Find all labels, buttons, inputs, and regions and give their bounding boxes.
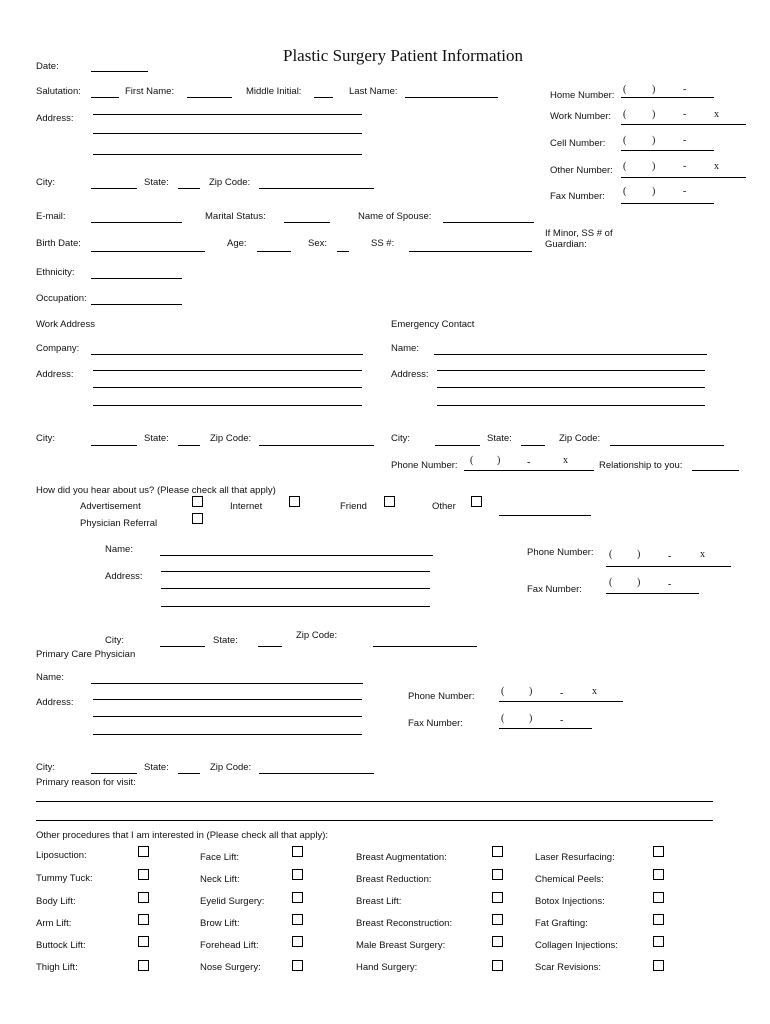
referral-phone-label: Phone Number: — [527, 547, 594, 558]
breast-lift-checkbox[interactable] — [492, 892, 503, 903]
pcp-heading: Primary Care Physician — [36, 649, 136, 660]
referral-address-line-2[interactable] — [161, 588, 430, 589]
pcp-state-field[interactable] — [178, 773, 200, 774]
cell-number-field[interactable] — [621, 150, 714, 151]
referral-fax-label: Fax Number: — [527, 584, 582, 595]
pcp-address-line-2[interactable] — [93, 716, 362, 717]
procedures-heading: Other procedures that I am interested in (Please check all that apply): — [36, 830, 329, 841]
procedure-label: Fat Grafting: — [535, 918, 588, 929]
ethnicity-label: Ethnicity: — [36, 267, 75, 278]
procedure-label: Eyelid Surgery: — [200, 896, 265, 907]
work-open-paren: ( — [623, 109, 627, 120]
fat-grafting-checkbox[interactable] — [653, 914, 664, 925]
procedure-label: Breast Lift: — [356, 896, 402, 907]
procedure-label: Collagen Injections: — [535, 940, 618, 951]
pcp-phone-label: Phone Number: — [408, 691, 475, 702]
botox-injections-checkbox[interactable] — [653, 892, 664, 903]
friend-label: Friend — [340, 501, 367, 512]
body-lift-checkbox[interactable] — [138, 892, 149, 903]
marital-status-label: Marital Status: — [205, 211, 266, 222]
page-title: Plastic Surgery Patient Information — [283, 46, 524, 65]
emergency-zip-label: Zip Code: — [559, 433, 601, 444]
collagen-injections-checkbox[interactable] — [653, 936, 664, 947]
middle-initial-field[interactable] — [314, 97, 333, 98]
spouse-field[interactable] — [443, 222, 534, 223]
referral-phone-dash: - — [668, 551, 672, 562]
other-field[interactable] — [499, 515, 591, 516]
referral-state-label: State: — [213, 635, 238, 646]
address-label: Address: — [36, 113, 74, 124]
pcp-fax-dash: - — [560, 715, 564, 726]
thigh-lift-checkbox[interactable] — [138, 960, 149, 971]
reason-line-2[interactable] — [36, 820, 713, 821]
other-ext: x — [714, 161, 719, 172]
pcp-name-field[interactable] — [91, 683, 363, 684]
other-number-field[interactable] — [621, 177, 746, 178]
referral-address-label: Address: — [105, 571, 143, 582]
pcp-phone-dash: - — [560, 688, 564, 699]
birth-date-field[interactable] — [91, 251, 205, 252]
work-city-label: City: — [36, 433, 55, 444]
eyelid-surgery-checkbox[interactable] — [292, 892, 303, 903]
referral-fax-dash: - — [668, 579, 672, 590]
procedure-label: Thigh Lift: — [36, 962, 78, 973]
work-zip-field[interactable] — [259, 445, 374, 446]
sex-label: Sex: — [308, 238, 328, 249]
other-label: Other — [432, 501, 456, 512]
emergency-open-paren: ( — [470, 455, 474, 466]
pcp-phone-close-paren: ) — [529, 686, 533, 697]
work-state-label: State: — [144, 433, 169, 444]
age-field[interactable] — [257, 251, 291, 252]
cell-close-paren: ) — [652, 135, 656, 146]
pcp-phone-open-paren: ( — [501, 686, 505, 697]
breast-reduction-checkbox[interactable] — [492, 869, 503, 880]
procedure-label: Face Lift: — [200, 852, 240, 863]
emergency-dash: - — [527, 457, 531, 468]
email-field[interactable] — [91, 222, 182, 223]
work-zip-label: Zip Code: — [210, 433, 252, 444]
referral-city-label: City: — [105, 635, 124, 646]
referral-question: How did you hear about us? (Please check all that apply) — [36, 485, 276, 496]
referral-fax-open-paren: ( — [609, 577, 613, 588]
salutation-field[interactable] — [91, 97, 119, 98]
other-checkbox[interactable] — [471, 496, 482, 507]
minor-ss-label-line2: Guardian: — [545, 239, 587, 250]
other-close-paren: ) — [652, 161, 656, 172]
pcp-fax-close-paren: ) — [529, 713, 533, 724]
fax-number-field[interactable] — [621, 203, 714, 204]
referral-zip-field[interactable] — [373, 646, 477, 647]
work-address-line-2[interactable] — [93, 387, 362, 388]
occupation-label: Occupation: — [36, 293, 87, 304]
emergency-phone-label: Phone Number: — [391, 460, 458, 471]
minor-ss-label-line1: If Minor, SS # of — [545, 228, 613, 239]
city-field[interactable] — [91, 188, 137, 189]
home-number-label: Home Number: — [550, 90, 615, 101]
address-line-3[interactable] — [93, 154, 362, 155]
spouse-label: Name of Spouse: — [358, 211, 432, 222]
first-name-field[interactable] — [187, 97, 232, 98]
first-name-label: First Name: — [125, 86, 175, 97]
last-name-label: Last Name: — [349, 86, 398, 97]
birth-date-label: Birth Date: — [36, 238, 81, 249]
emergency-state-label: State: — [487, 433, 512, 444]
cell-dash: - — [683, 135, 687, 146]
home-open-paren: ( — [623, 84, 627, 95]
internet-label: Internet — [230, 501, 263, 512]
relationship-label: Relationship to you: — [599, 460, 683, 471]
pcp-address-line-1[interactable] — [93, 699, 362, 700]
emergency-close-paren: ) — [497, 455, 501, 466]
friend-checkbox[interactable] — [384, 496, 395, 507]
forehead-lift-checkbox[interactable] — [292, 936, 303, 947]
pcp-phone-field[interactable] — [499, 701, 623, 702]
emergency-name-field[interactable] — [434, 354, 707, 355]
other-number-label: Other Number: — [550, 165, 613, 176]
ethnicity-field[interactable] — [91, 278, 182, 279]
home-number-field[interactable] — [621, 97, 714, 98]
procedure-label: Male Breast Surgery: — [356, 940, 446, 951]
physician-referral-checkbox[interactable] — [192, 513, 203, 524]
referral-phone-field[interactable] — [606, 566, 731, 567]
procedure-label: Botox Injections: — [535, 896, 605, 907]
zip-label: Zip Code: — [209, 177, 251, 188]
referral-fax-field[interactable] — [606, 593, 699, 594]
city-label: City: — [36, 177, 55, 188]
physician-referral-label: Physician Referral — [80, 518, 158, 529]
male-breast-surgery-checkbox[interactable] — [492, 936, 503, 947]
state-field[interactable] — [178, 188, 200, 189]
procedure-label: Breast Reduction: — [356, 874, 432, 885]
pcp-fax-field[interactable] — [499, 728, 592, 729]
pcp-city-label: City: — [36, 762, 55, 773]
work-address-line-1[interactable] — [93, 370, 362, 371]
other-open-paren: ( — [623, 161, 627, 172]
age-label: Age: — [227, 238, 247, 249]
home-dash: - — [683, 84, 687, 95]
middle-initial-label: Middle Initial: — [246, 86, 302, 97]
procedure-label: Tummy Tuck: — [36, 873, 93, 884]
neck-lift-checkbox[interactable] — [292, 869, 303, 880]
referral-phone-open-paren: ( — [609, 549, 613, 560]
procedure-label: Laser Resurfacing: — [535, 852, 615, 863]
company-label: Company: — [36, 343, 80, 354]
work-number-label: Work Number: — [550, 111, 612, 122]
emergency-address-line-1[interactable] — [437, 370, 705, 371]
referral-address-line-3[interactable] — [161, 606, 430, 607]
advertisement-label: Advertisement — [80, 501, 141, 512]
work-city-field[interactable] — [91, 445, 137, 446]
referral-zip-label: Zip Code: — [296, 630, 338, 641]
referral-city-field[interactable] — [160, 646, 205, 647]
pcp-city-field[interactable] — [91, 773, 137, 774]
internet-checkbox[interactable] — [289, 496, 300, 507]
procedure-label: Forehead Lift: — [200, 940, 259, 951]
address-line-2[interactable] — [93, 133, 362, 134]
date-label: Date: — [36, 61, 59, 72]
referral-state-field[interactable] — [258, 646, 282, 647]
emergency-name-label: Name: — [391, 343, 419, 354]
scar-revisions-checkbox[interactable] — [653, 960, 664, 971]
procedure-label: Body Lift: — [36, 896, 76, 907]
procedure-label: Breast Reconstruction: — [356, 918, 453, 929]
emergency-address-label: Address: — [391, 369, 429, 380]
liposuction-checkbox[interactable] — [138, 846, 149, 857]
work-state-field[interactable] — [178, 445, 200, 446]
last-name-field[interactable] — [405, 97, 498, 98]
marital-status-field[interactable] — [284, 222, 330, 223]
breast-reconstruction-checkbox[interactable] — [492, 914, 503, 925]
procedure-label: Chemical Peels: — [535, 874, 604, 885]
emergency-state-field[interactable] — [521, 445, 545, 446]
pcp-phone-ext: x — [592, 686, 597, 697]
address-line-1[interactable] — [93, 114, 362, 115]
procedure-label: Liposuction: — [36, 850, 87, 861]
emergency-contact-heading: Emergency Contact — [391, 319, 475, 330]
salutation-label: Salutation: — [36, 86, 81, 97]
pcp-address-line-3[interactable] — [93, 734, 362, 735]
buttock-lift-checkbox[interactable] — [138, 936, 149, 947]
ss-label: SS #: — [371, 238, 395, 249]
reason-line-1[interactable] — [36, 801, 713, 802]
fax-close-paren: ) — [652, 186, 656, 197]
laser-resurfacing-checkbox[interactable] — [653, 846, 664, 857]
date-field[interactable] — [91, 71, 148, 72]
emergency-address-line-2[interactable] — [437, 387, 705, 388]
fax-open-paren: ( — [623, 186, 627, 197]
tummy-tuck-checkbox[interactable] — [138, 869, 149, 880]
work-number-field[interactable] — [621, 124, 746, 125]
referral-name-field[interactable] — [160, 555, 433, 556]
referral-phone-ext: x — [700, 549, 705, 560]
pcp-state-label: State: — [144, 762, 169, 773]
work-dash: - — [683, 109, 687, 120]
work-address-label: Address: — [36, 369, 74, 380]
advertisement-checkbox[interactable] — [192, 496, 203, 507]
breast-augmentation-checkbox[interactable] — [492, 846, 503, 857]
pcp-fax-label: Fax Number: — [408, 718, 463, 729]
relationship-field[interactable] — [692, 470, 739, 471]
nose-surgery-checkbox[interactable] — [292, 960, 303, 971]
pcp-fax-open-paren: ( — [501, 713, 505, 724]
pcp-zip-field[interactable] — [259, 773, 374, 774]
occupation-field[interactable] — [91, 304, 182, 305]
procedure-label: Nose Surgery: — [200, 962, 261, 973]
procedure-label: Arm Lift: — [36, 918, 72, 929]
cell-open-paren: ( — [623, 135, 627, 146]
procedure-label: Breast Augmentation: — [356, 852, 447, 863]
ss-field[interactable] — [409, 251, 532, 252]
emergency-address-line-3[interactable] — [437, 405, 705, 406]
other-dash: - — [683, 161, 687, 172]
pcp-name-label: Name: — [36, 672, 64, 683]
work-address-line-3[interactable] — [93, 405, 362, 406]
emergency-zip-field[interactable] — [610, 445, 724, 446]
referral-name-label: Name: — [105, 544, 133, 555]
procedure-label: Brow Lift: — [200, 918, 240, 929]
procedure-label: Hand Surgery: — [356, 962, 418, 973]
work-close-paren: ) — [652, 109, 656, 120]
emergency-city-label: City: — [391, 433, 410, 444]
pcp-zip-label: Zip Code: — [210, 762, 252, 773]
work-address-heading: Work Address — [36, 319, 95, 330]
face-lift-checkbox[interactable] — [292, 846, 303, 857]
procedure-label: Buttock Lift: — [36, 940, 86, 951]
fax-dash: - — [683, 186, 687, 197]
sex-field[interactable] — [337, 251, 349, 252]
pcp-address-label: Address: — [36, 697, 74, 708]
referral-address-line-1[interactable] — [161, 571, 430, 572]
work-ext: x — [714, 109, 719, 120]
state-label: State: — [144, 177, 169, 188]
procedure-label: Scar Revisions: — [535, 962, 601, 973]
hand-surgery-checkbox[interactable] — [492, 960, 503, 971]
company-field[interactable] — [91, 354, 363, 355]
referral-phone-close-paren: ) — [637, 549, 641, 560]
cell-number-label: Cell Number: — [550, 138, 606, 149]
email-label: E-mail: — [36, 211, 66, 222]
reason-label: Primary reason for visit: — [36, 777, 136, 788]
arm-lift-checkbox[interactable] — [138, 914, 149, 925]
brow-lift-checkbox[interactable] — [292, 914, 303, 925]
zip-field[interactable] — [259, 188, 374, 189]
emergency-phone-field[interactable] — [464, 470, 594, 471]
emergency-ext: x — [563, 455, 568, 466]
emergency-city-field[interactable] — [435, 445, 480, 446]
procedure-label: Neck Lift: — [200, 874, 240, 885]
fax-number-label: Fax Number: — [550, 191, 605, 202]
home-close-paren: ) — [652, 84, 656, 95]
referral-fax-close-paren: ) — [637, 577, 641, 588]
chemical-peels-checkbox[interactable] — [653, 869, 664, 880]
